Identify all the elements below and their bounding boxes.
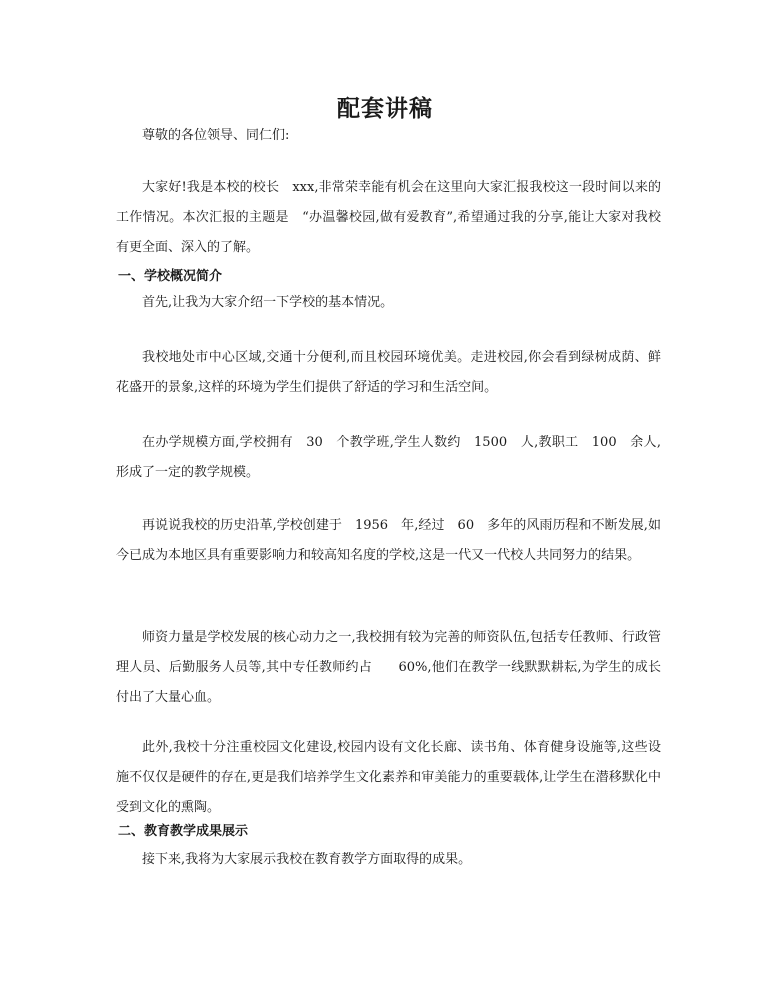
section2-lead: 接下来,我将为大家展示我校在教育教学方面取得的成果。 — [142, 852, 472, 867]
intro-paragraph: 大家好!我是本校的校长 xxx,非常荣幸能有机会在这里向大家汇报我校这一段时间以来的工作情况。本次汇报的主题是 “办温馨校园,做有爱教育”,希望通过我的分享,能让大家对我校有更全面、深入的了解。 — [116, 180, 661, 255]
paragraph-scale: 在办学规模方面,学校拥有 30 个教学班,学生人数约 1500 人,教职工 100 余人,形成了一定的教学规模。 — [116, 435, 661, 480]
document-title: 配套讲稿 — [337, 95, 433, 122]
section-heading-1: 一、学校概况简介 — [118, 269, 223, 284]
paragraph-history: 再说说我校的历史沿革,学校创建于 1956 年,经过 60 多年的风雨历程和不断发展,如今已成为本地区具有重要影响力和较高知名度的学校,这是一代又一代校人共同努力的结果。 — [116, 518, 661, 563]
paragraph-location: 我校地处市中心区域,交通十分便利,而且校园环境优美。走进校园,你会看到绿树成荫、鲜花盛开的景象,这样的环境为学生们提供了舒适的学习和生活空间。 — [116, 350, 661, 395]
section1-lead: 首先,让我为大家介绍一下学校的基本情况。 — [142, 295, 394, 310]
paragraph-faculty: 师资力量是学校发展的核心动力之一,我校拥有较为完善的师资队伍,包括专任教师、行政管理人员、后勤服务人员等,其中专任教师约占 60%,他们在教学一线默默耕耘,为学生的成长付出了大量心血。 — [116, 630, 661, 705]
section-heading-2: 二、教育教学成果展示 — [118, 824, 249, 839]
salutation: 尊敬的各位领导、同仁们: — [142, 128, 290, 143]
paragraph-culture: 此外,我校十分注重校园文化建设,校园内设有文化长廊、读书角、体育健身设施等,这些设施不仅仅是硬件的存在,更是我们培养学生文化素养和审美能力的重要载体,让学生在潜移默化中受到文化的熏陶。 — [116, 740, 661, 815]
